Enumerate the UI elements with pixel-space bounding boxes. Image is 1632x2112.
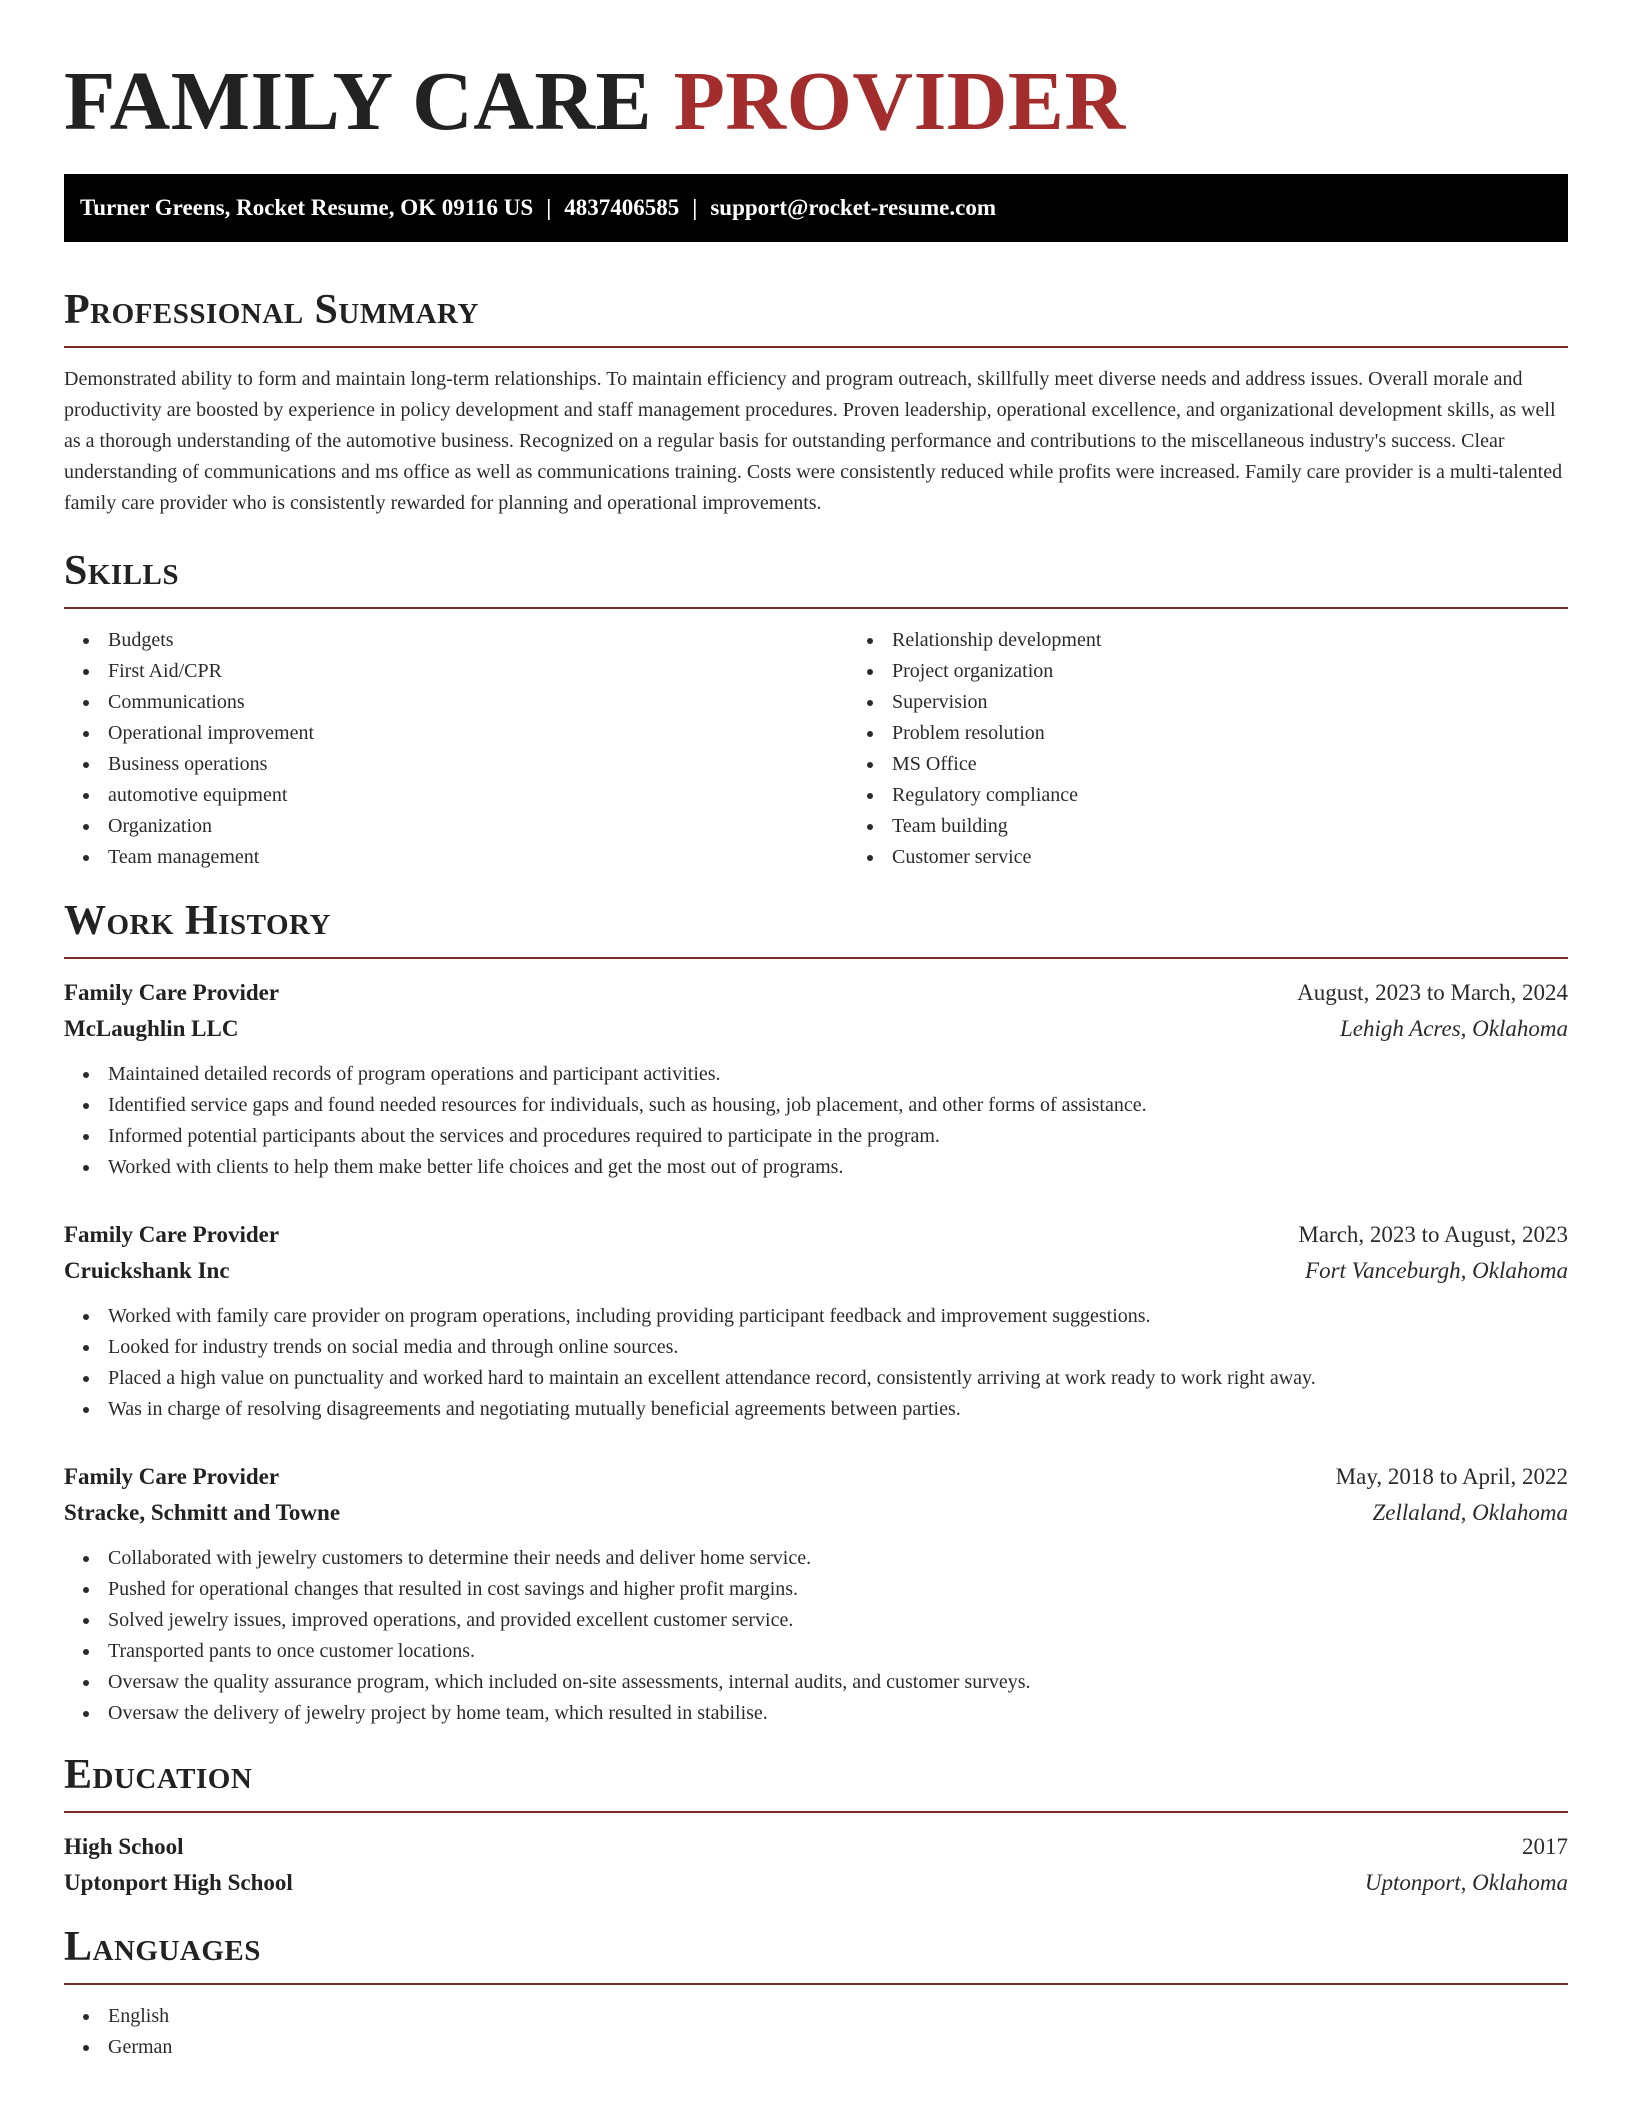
job-dates: March, 2023 to August, 2023 [1298, 1222, 1568, 1247]
skill-item: Operational improvement [108, 718, 848, 749]
skills-heading: Skills [64, 548, 180, 594]
job-company-row [64, 1011, 1568, 1047]
skill-item: Team management [108, 842, 848, 873]
job-company: Stracke, Schmitt and Towne [64, 1500, 341, 1525]
language-item: English [108, 2001, 1568, 2032]
contact-separator: | [546, 195, 552, 220]
summary-section [64, 286, 1568, 519]
contact-phone: 4837406585 [564, 195, 680, 220]
job-duty: Identified service gaps and found needed resources for individuals, such as housing, job placement, and other forms of assistance. [108, 1090, 1568, 1121]
job-duty: Looked for industry trends on social media and through online sources. [108, 1332, 1568, 1363]
skill-item: Relationship development [892, 625, 1568, 656]
section-divider [64, 346, 1568, 348]
job-location: Fort Vanceburgh, Oklahoma [1305, 1258, 1568, 1283]
education-section [64, 1751, 1568, 1901]
education-heading: Education [64, 1752, 253, 1798]
section-divider [64, 607, 1568, 609]
languages-heading: Languages [64, 1924, 261, 1970]
job-duty: Worked with clients to help them make better life choices and get the most out of programs. [108, 1152, 1568, 1183]
summary-heading: Professional Summary [64, 287, 479, 333]
education-school-row [64, 1865, 1568, 1901]
languages-section [64, 1923, 1568, 2063]
job-duties [64, 1059, 1568, 1183]
skill-item: First Aid/CPR [108, 656, 848, 687]
work-history-section [64, 897, 1568, 1729]
job-duty: Oversaw the delivery of jewelry project by home team, which resulted in stabilise. [108, 1698, 1568, 1729]
job-company: Cruickshank Inc [64, 1258, 230, 1283]
job-duty: Transported pants to once customer locations. [108, 1636, 1568, 1667]
skills-section [64, 547, 1568, 873]
summary-text: Demonstrated ability to form and maintain long-term relationships. To maintain efficiency and program outreach, skillfully meet diverse needs and address issues. Overall morale and productivity are boosted by experience in policy development and staff management procedures. Proven leadership, operational excellence, and organizational development skills, as well as a thorough understanding of the automotive business. Recognized on a regular basis for outstanding performance and contributions to the miscellaneous industry's success. Clear understanding of communications and ms office as well as communications training. Costs were consistently reduced while profits were increased. Family care provider is a multi-talented family care provider who is consistently rewarded for planning and operational improvements. [64, 368, 1563, 514]
job-duty: Worked with family care provider on program operations, including providing participant feedback and improvement suggestions. [108, 1301, 1568, 1332]
job-duty: Was in charge of resolving disagreements and negotiating mutually beneficial agreements between parties. [108, 1394, 1568, 1425]
education-year: 2017 [1522, 1834, 1568, 1859]
skill-item: Regulatory compliance [892, 780, 1568, 811]
job-title-row [64, 1217, 1568, 1253]
job-title-row [64, 1459, 1568, 1495]
skill-item: Organization [108, 811, 848, 842]
education-location: Uptonport, Oklahoma [1364, 1870, 1568, 1895]
job-duties [64, 1301, 1568, 1425]
job-role: Family Care Provider [64, 980, 280, 1005]
job-duty: Collaborated with jewelry customers to determine their needs and deliver home service. [108, 1543, 1568, 1574]
job-role: Family Care Provider [64, 1464, 280, 1489]
skill-item: Problem resolution [892, 718, 1568, 749]
education-degree: High School [64, 1834, 184, 1859]
job-company-row [64, 1253, 1568, 1289]
job-duty: Informed potential participants about the services and procedures required to participate in the program. [108, 1121, 1568, 1152]
skill-item: Customer service [892, 842, 1568, 873]
skill-item: Communications [108, 687, 848, 718]
education-school: Uptonport High School [64, 1870, 293, 1895]
contact-bar [64, 174, 1568, 242]
job-duties [64, 1543, 1568, 1729]
section-divider [64, 1811, 1568, 1813]
job-company: McLaughlin LLC [64, 1016, 239, 1041]
job-dates: August, 2023 to March, 2024 [1297, 980, 1568, 1005]
job-duty: Maintained detailed records of program operations and participant activities. [108, 1059, 1568, 1090]
job-duty: Placed a high value on punctuality and worked hard to maintain an excellent attendance record, consistently arriving at work ready to work right away. [108, 1363, 1568, 1394]
skill-item: Supervision [892, 687, 1568, 718]
job-entry [64, 975, 1568, 1183]
skill-item: Business operations [108, 749, 848, 780]
job-entry [64, 1217, 1568, 1425]
languages-list [64, 2001, 1568, 2063]
section-divider [64, 1983, 1568, 1985]
job-entry [64, 1459, 1568, 1729]
skill-item: Budgets [108, 625, 848, 656]
name-accent: PROVIDER [673, 55, 1126, 148]
skills-list-left [64, 625, 848, 873]
job-company-row [64, 1495, 1568, 1531]
contact-address: Turner Greens, Rocket Resume, OK 09116 US [80, 195, 534, 220]
job-role: Family Care Provider [64, 1222, 280, 1247]
resume-name [64, 54, 1568, 150]
section-divider [64, 957, 1568, 959]
job-dates: May, 2018 to April, 2022 [1335, 1464, 1568, 1489]
job-location: Lehigh Acres, Oklahoma [1339, 1016, 1568, 1041]
job-duty: Oversaw the quality assurance program, which included on-site assessments, internal audits, and customer surveys. [108, 1667, 1568, 1698]
job-duty: Solved jewelry issues, improved operations, and provided excellent customer service. [108, 1605, 1568, 1636]
job-location: Zellaland, Oklahoma [1372, 1500, 1568, 1525]
skill-item: Project organization [892, 656, 1568, 687]
language-item: German [108, 2032, 1568, 2063]
work-history-heading: Work History [64, 898, 331, 944]
skill-item: Team building [892, 811, 1568, 842]
skills-list-right [848, 625, 1568, 873]
skill-item: MS Office [892, 749, 1568, 780]
education-degree-row [64, 1829, 1568, 1865]
skills-grid [64, 625, 1568, 873]
contact-separator: | [692, 195, 698, 220]
job-title-row [64, 975, 1568, 1011]
job-duty: Pushed for operational changes that resulted in cost savings and higher profit margins. [108, 1574, 1568, 1605]
name-main: FAMILY CARE [64, 55, 653, 148]
contact-email: support@rocket-resume.com [710, 195, 996, 220]
skill-item: automotive equipment [108, 780, 848, 811]
